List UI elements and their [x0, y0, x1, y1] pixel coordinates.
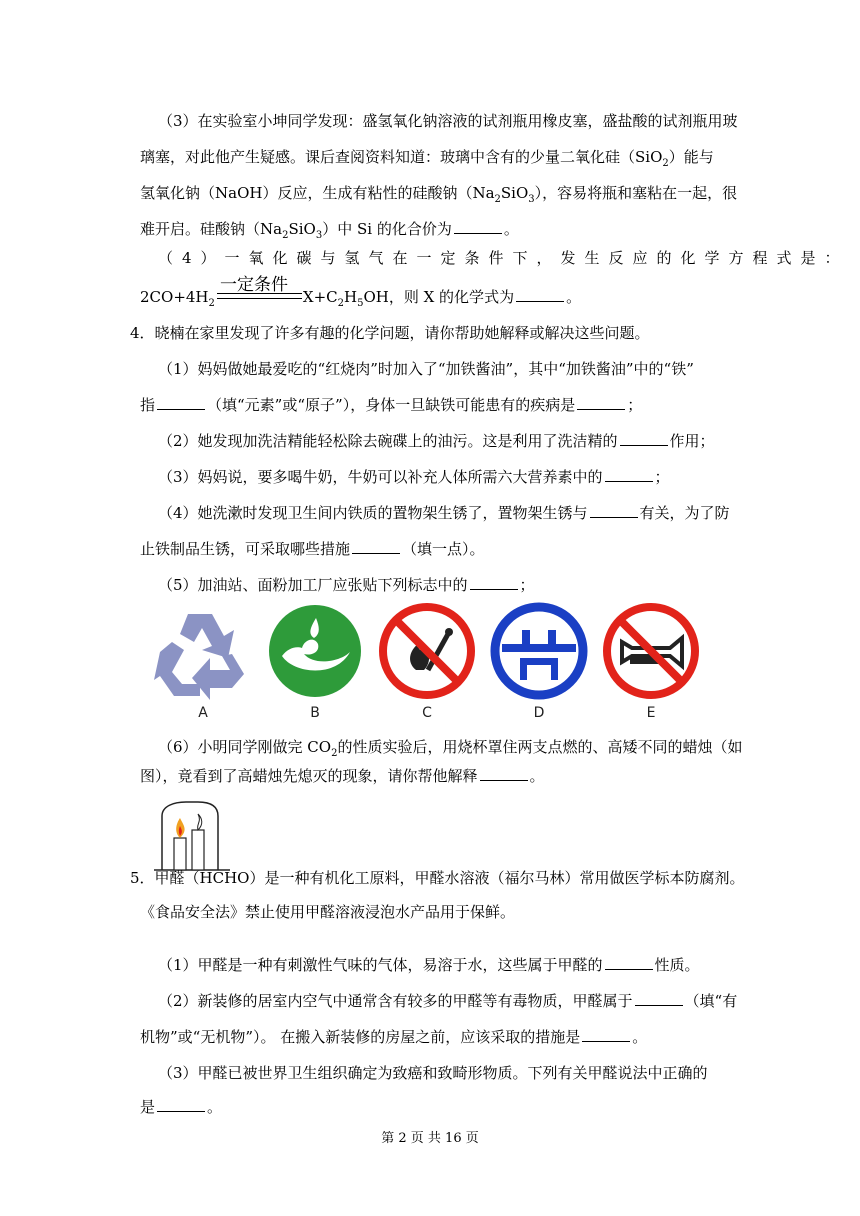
text-span: 。 [529, 767, 545, 785]
sign-label-b: B [310, 705, 320, 721]
text-span: 的性质实验后，用烧杯罩住两支点燃的、高矮不同的蜡烛（如 [337, 738, 743, 756]
q4-p2 [158, 431, 715, 451]
no-horn-icon [600, 600, 702, 702]
page-footer: 第 2 页 共 16 页 [381, 1131, 479, 1146]
q3-3-line4 [140, 219, 519, 242]
q5-line1: 5．甲醛（HCHO）是一种有机化工原料，甲醛水溶液（福尔马林）常用做医学标本防腐剂。 [130, 869, 745, 887]
q5-p2-line2 [140, 1027, 647, 1047]
text-span: （5）加油站、面粉加工厂应张贴下列标志中的 [158, 576, 468, 594]
answer-blank[interactable] [470, 575, 518, 590]
text-span: （填一点）。 [402, 540, 485, 558]
text-span: （4）她洗漱时发现卫生间内铁质的置物架生锈了，置物架生锈与 [158, 504, 588, 522]
subscript: 3 [528, 194, 535, 205]
text-span: H [344, 288, 358, 306]
text-span: SiO [288, 220, 316, 238]
text-span: ），容易将瓶和塞粘在一起，很 [534, 184, 738, 202]
text-span: 2CO+4H [140, 288, 209, 306]
q4-p5 [158, 575, 535, 595]
q5-p2-line1 [158, 991, 737, 1011]
sign-label-e: E [646, 705, 656, 721]
q5-p1 [158, 955, 700, 975]
text-span: ）能与 [668, 148, 714, 166]
text-span: 是 [140, 1098, 156, 1116]
safety-signs-figure [152, 600, 692, 725]
text-span: 有关，为了防 [639, 504, 730, 522]
text-span: 。 [632, 1028, 648, 1046]
text-span: （1）甲醛是一种有刺激性气味的气体，易溶于水，这些属于甲醛的 [158, 956, 603, 974]
text-span: 图），竟看到了高蜡烛先熄灭的现象，请你帮他解释 [140, 767, 478, 785]
q3-3-line2 [140, 147, 714, 170]
q4-p4-line2 [140, 539, 485, 559]
text-span: ； [654, 468, 670, 486]
text-span: 难开启。硅酸钠（Na [140, 220, 283, 238]
text-span: OH，则 X 的化学式为 [363, 288, 515, 306]
subscript: 2 [208, 298, 215, 309]
q4-p4-line1 [158, 503, 730, 523]
text-span: 璃塞，对此他产生疑感。课后查阅资料知道：玻璃中含有的少量二氧化硅（SiO [140, 148, 663, 166]
answer-blank[interactable] [635, 991, 683, 1006]
answer-blank[interactable] [577, 395, 625, 410]
subscript: 2 [282, 230, 289, 241]
blue-circle-icon [488, 600, 590, 702]
answer-blank[interactable] [605, 955, 653, 970]
subscript: 2 [662, 158, 669, 169]
q3-4-equation [140, 287, 581, 310]
subscript: 5 [357, 298, 364, 309]
q5-p3-line1: （3）甲醛已被世界卫生组织确定为致癌和致畸形物质。下列有关甲醛说法中正确的 [158, 1064, 708, 1082]
q4-p6-line2 [140, 766, 545, 786]
sign-label-d: D [533, 705, 545, 721]
text-span: （填“元素”或“原子”），身体一旦缺铁可能患有的疾病是 [207, 396, 576, 414]
recycle-icon [152, 600, 254, 702]
text-span: 。 [566, 288, 582, 306]
answer-blank[interactable] [454, 219, 502, 234]
sign-label-c: C [422, 705, 432, 721]
answer-blank[interactable] [516, 287, 564, 302]
text-span: 指 [140, 396, 156, 414]
water-saving-icon [264, 600, 366, 702]
sign-label-a: A [198, 705, 208, 721]
text-span: （2）新装修的居室内空气中通常含有较多的甲醛等有毒物质，甲醛属于 [158, 992, 633, 1010]
subscript: 2 [331, 748, 338, 759]
q4-p1-line1: （1）妈妈做她最爱吃的“红烧肉”时加入了“加铁酱油”，其中“加铁酱油”中的“铁” [158, 360, 694, 378]
q4-title: 4．晓楠在家里发现了许多有趣的化学问题，请你帮助她解释或解决这些问题。 [130, 324, 650, 342]
q4-p1-line2 [140, 395, 642, 415]
text-span: 性质。 [654, 956, 700, 974]
q4-p6-line1 [158, 737, 742, 760]
text-span: （填“有 [684, 992, 738, 1010]
no-open-flame-icon [376, 600, 478, 702]
text-span: SiO [500, 184, 529, 202]
text-span: 机物”或“无机物”）。 在搬入新装修的房屋之前，应该采取的措施是 [140, 1028, 581, 1046]
subscript: 2 [337, 298, 344, 309]
text-span: 止铁制品生锈，可采取哪些措施 [140, 540, 351, 558]
text-span: 。 [207, 1098, 223, 1116]
text-span: ； [519, 576, 535, 594]
answer-blank[interactable] [605, 467, 653, 482]
answer-blank[interactable] [352, 539, 400, 554]
text-span: （2）她发现加洗洁精能轻松除去碗碟上的油污。这是利用了洗洁精的 [158, 432, 618, 450]
q3-4-line1: （4）一氧化碳与氢气在一定条件下，发生反应的化学方程式是： [158, 249, 849, 267]
text-span: ）中 Si 的化合价为 [322, 220, 452, 238]
answer-blank[interactable] [480, 766, 528, 781]
candle-beaker-figure [152, 800, 232, 870]
answer-blank[interactable] [620, 431, 668, 446]
answer-blank[interactable] [157, 1097, 205, 1112]
subscript: 3 [315, 230, 323, 241]
q5-line2: 《食品安全法》禁止使用甲醛溶液浸泡水产品用于保鲜。 [140, 903, 516, 921]
text-span: ； [627, 396, 643, 414]
q3-3-line1: （3）在实验室小坤同学发现：盛氢氧化钠溶液的试剂瓶用橡皮塞，盛盐酸的试剂瓶用玻 [158, 112, 738, 130]
text-span: 。 [503, 220, 519, 238]
text-span: X+C [302, 288, 338, 306]
text-span: 作用； [669, 432, 715, 450]
reaction-condition: 一定条件 [220, 275, 288, 295]
answer-blank[interactable] [590, 503, 638, 518]
q4-p3 [158, 467, 670, 487]
text-span: （3）妈妈说，要多喝牛奶，牛奶可以补充人体所需六大营养素中的 [158, 468, 603, 486]
q3-3-line3 [140, 183, 737, 206]
subscript: 2 [494, 194, 501, 205]
q5-p3-line2 [140, 1097, 222, 1117]
text-span: （6）小明同学刚做完 CO [158, 738, 332, 756]
answer-blank[interactable] [157, 395, 205, 410]
text-span: 氢氧化钠（NaOH）反应，生成有粘性的硅酸钠（Na [140, 184, 495, 202]
answer-blank[interactable] [582, 1027, 630, 1042]
